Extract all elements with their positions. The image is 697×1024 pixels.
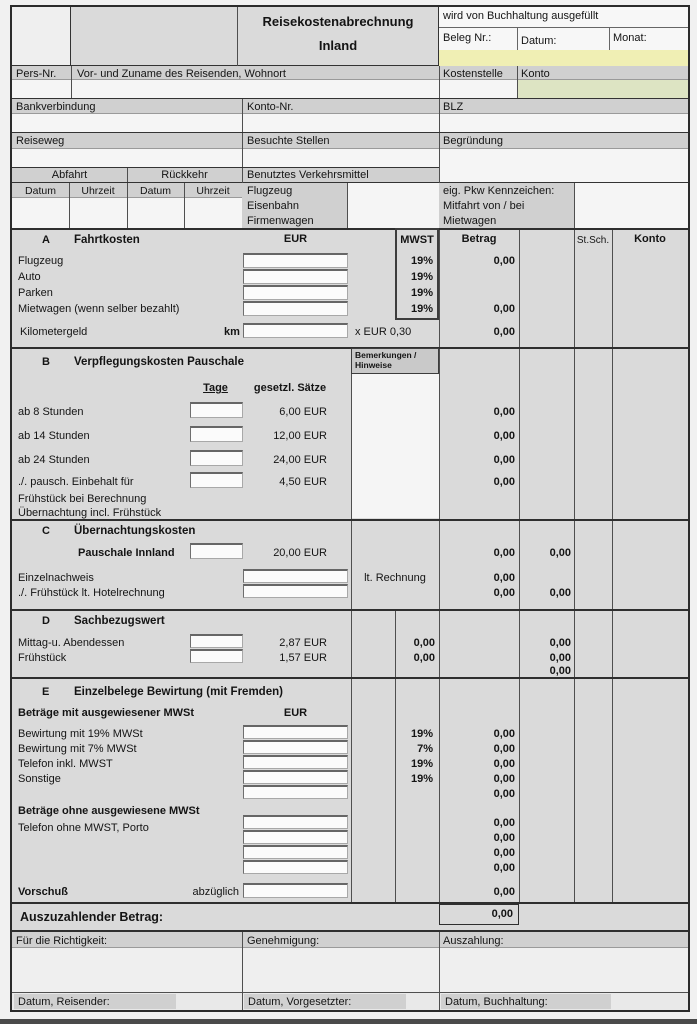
extra-mwst-betrag: 0,00 bbox=[493, 788, 515, 800]
datum-input[interactable] bbox=[517, 50, 609, 66]
fruehstueck-hotel-label: ./. Frühstück lt. Hotelrechnung bbox=[18, 587, 165, 599]
expense-form bbox=[10, 5, 690, 1012]
fruehstueck-input[interactable] bbox=[190, 649, 243, 663]
abzueglich-label: abzüglich bbox=[192, 886, 239, 898]
row-auto-input[interactable] bbox=[243, 269, 348, 284]
bemerkungen-column[interactable] bbox=[352, 349, 439, 518]
row-flugzeug-label: Flugzeug bbox=[18, 255, 64, 267]
rueckkehr-uhrzeit-label: Uhrzeit bbox=[196, 185, 230, 197]
konto-input[interactable] bbox=[517, 80, 688, 98]
telefon-inkl-input[interactable] bbox=[243, 755, 348, 769]
abfahrt-uhrzeit-label: Uhrzeit bbox=[81, 185, 115, 197]
row-ab14-satz: 12,00 EUR bbox=[273, 430, 327, 442]
verkehrsmittel-flugzeug: Flugzeug bbox=[247, 185, 293, 197]
total-label: Auszuzahlender Betrag: bbox=[20, 910, 164, 924]
verkehrsmittel-firmenwagen: Firmenwagen bbox=[247, 215, 314, 227]
vorschuss-label: Vorschuß bbox=[18, 886, 68, 898]
einzelnachweis-input[interactable] bbox=[243, 569, 348, 583]
mittag-abendessen-mwst-val: 0,00 bbox=[413, 637, 435, 649]
section-a-title: Fahrtkosten bbox=[74, 234, 140, 246]
row-parken-label: Parken bbox=[18, 287, 53, 299]
form-title-line2: Inland bbox=[318, 38, 358, 53]
fruehstueck-val2: 0,00 bbox=[549, 652, 571, 664]
ohne-mwst-betrag-3: 0,00 bbox=[493, 847, 515, 859]
reiseweg-label: Reiseweg bbox=[16, 135, 65, 147]
bemerkungen-label-2: Hinweise bbox=[355, 360, 392, 370]
einzelnachweis-label: Einzelnachweis bbox=[18, 572, 94, 584]
sonstige-label: Sonstige bbox=[18, 773, 61, 785]
bewirtung7-mwst: 7% bbox=[417, 743, 433, 755]
telefon-inkl-mwst: 19% bbox=[410, 758, 433, 770]
pauschale-innland-input[interactable] bbox=[190, 543, 243, 559]
eur-subheader: EUR bbox=[283, 707, 308, 719]
verkehrsmittel-label: Benutztes Verkehrsmittel bbox=[247, 169, 369, 181]
name-label: Vor- und Zuname des Reisenden, Wohnort bbox=[77, 68, 286, 80]
row-ab24-satz: 24,00 EUR bbox=[273, 454, 327, 466]
row-flugzeug-input[interactable] bbox=[243, 253, 348, 268]
section-c-title: Übernachtungskosten bbox=[74, 525, 196, 537]
col-stsch-header: St.Sch. bbox=[576, 235, 610, 246]
verkehrsmittel-eisenbahn: Eisenbahn bbox=[247, 200, 299, 212]
mittag-abendessen-val2: 0,00 bbox=[549, 637, 571, 649]
blz-label: BLZ bbox=[443, 101, 464, 113]
kilometergeld-betrag: 0,00 bbox=[493, 326, 515, 338]
rueckkehr-label: Rückkehr bbox=[161, 169, 208, 181]
section-b-note-2: Übernachtung incl. Frühstück bbox=[18, 507, 162, 519]
verkehrsmittel-input[interactable] bbox=[347, 183, 439, 228]
ohne-mwst-input-1[interactable] bbox=[243, 815, 348, 829]
mittag-abendessen-label: Mittag-u. Abendessen bbox=[18, 637, 125, 649]
row-ab8-label: ab 8 Stunden bbox=[18, 406, 84, 418]
vorschuss-betrag: 0,00 bbox=[493, 886, 515, 898]
monat-input[interactable] bbox=[609, 50, 688, 66]
mittag-abendessen-input[interactable] bbox=[190, 634, 243, 648]
mietwagen-label: Mietwagen bbox=[443, 215, 497, 227]
row-flugzeug-betrag: 0,00 bbox=[493, 255, 515, 267]
tage-header: Tage bbox=[203, 382, 228, 394]
pkw-kennzeichen-label: eig. Pkw Kennzeichen: bbox=[443, 185, 555, 197]
sonstige-betrag: 0,00 bbox=[493, 773, 515, 785]
col-eur-header: EUR bbox=[283, 233, 308, 245]
mittag-abendessen-satz: 2,87 EUR bbox=[279, 637, 327, 649]
kilometergeld-input[interactable] bbox=[243, 323, 348, 338]
bewirtung7-betrag: 0,00 bbox=[493, 743, 515, 755]
konto-nr-label: Konto-Nr. bbox=[247, 101, 294, 113]
bewirtung19-input[interactable] bbox=[243, 725, 348, 739]
accounting-note: wird von Buchhaltung ausgefüllt bbox=[443, 10, 599, 22]
km-rate-label: x EUR 0,30 bbox=[355, 326, 412, 338]
richtigkeit-label: Für die Richtigkeit: bbox=[16, 935, 108, 947]
row-mietwagen-label: Mietwagen (wenn selber bezahlt) bbox=[18, 303, 180, 315]
bankverbindung-label: Bankverbindung bbox=[16, 101, 96, 113]
extra-mwst-input[interactable] bbox=[243, 785, 348, 799]
section-d-letter: D bbox=[42, 615, 50, 627]
row-mietwagen-betrag: 0,00 bbox=[493, 303, 515, 315]
fruehstueck-hotel-input[interactable] bbox=[243, 584, 348, 598]
pauschale-val2: 0,00 bbox=[549, 547, 571, 559]
ohne-mwst-betrag-4: 0,00 bbox=[493, 862, 515, 874]
row-ab8-betrag: 0,00 bbox=[493, 406, 515, 418]
besuchte-stellen-input[interactable] bbox=[242, 149, 439, 167]
sonstige-mwst: 19% bbox=[410, 773, 433, 785]
besuchte-stellen-label: Besuchte Stellen bbox=[247, 135, 330, 147]
pkw-input[interactable] bbox=[574, 183, 688, 228]
section-d-extra-val: 0,00 bbox=[549, 665, 571, 677]
name-input[interactable] bbox=[71, 80, 439, 98]
bewirtung19-mwst: 19% bbox=[410, 728, 433, 740]
signature-richtigkeit[interactable] bbox=[12, 948, 242, 992]
beleg-nr-input[interactable] bbox=[439, 50, 517, 66]
ohne-mwst-input-3[interactable] bbox=[243, 845, 348, 859]
row-ab8-satz: 6,00 EUR bbox=[279, 406, 327, 418]
abfahrt-datum-label: Datum bbox=[25, 185, 56, 197]
ohne-mwst-input-4[interactable] bbox=[243, 860, 348, 874]
row-auto-label: Auto bbox=[18, 271, 41, 283]
row-mietwagen-mwst: 19% bbox=[410, 303, 433, 315]
row-parken-input[interactable] bbox=[243, 285, 348, 300]
col-konto-header: Konto bbox=[634, 233, 666, 245]
rueckkehr-uhrzeit-input[interactable] bbox=[184, 198, 242, 228]
row-ab24-betrag: 0,00 bbox=[493, 454, 515, 466]
rueckkehr-datum-label: Datum bbox=[140, 185, 171, 197]
bewirtung7-label: Bewirtung mit 7% MWSt bbox=[18, 743, 137, 755]
ohne-mwst-betrag-2: 0,00 bbox=[493, 832, 515, 844]
row-auto-mwst: 19% bbox=[410, 271, 433, 283]
saetze-header: gesetzl. Sätze bbox=[253, 382, 327, 394]
monat-label: Monat: bbox=[613, 32, 647, 44]
fruehstueck-mwst-val: 0,00 bbox=[413, 652, 435, 664]
section-a-letter: A bbox=[42, 234, 50, 246]
total-value: 0,00 bbox=[491, 908, 513, 920]
mitfahrt-label: Mitfahrt von / bei bbox=[443, 200, 525, 212]
section-e-title: Einzelbelege Bewirtung (mit Fremden) bbox=[74, 686, 283, 698]
begruendung-label: Begründung bbox=[443, 135, 503, 147]
ohne-mwst-subheader: Beträge ohne ausgewiesene MWSt bbox=[18, 805, 200, 817]
pauschale-satz: 20,00 EUR bbox=[273, 547, 327, 559]
kostenstelle-label: Kostenstelle bbox=[443, 68, 503, 80]
section-c-letter: C bbox=[42, 525, 50, 537]
datum-buchhaltung-label: Datum, Buchhaltung: bbox=[445, 996, 548, 1008]
datum-label: Datum: bbox=[521, 35, 557, 47]
fruehstueck-label: Frühstück bbox=[18, 652, 67, 664]
sonstige-input[interactable] bbox=[243, 770, 348, 784]
row-mietwagen-input[interactable] bbox=[243, 301, 348, 316]
row-einbehalt-input[interactable] bbox=[190, 472, 243, 488]
pauschale-innland-label: Pauschale Innland bbox=[78, 547, 175, 559]
pauschale-betrag: 0,00 bbox=[493, 547, 515, 559]
pers-nr-label: Pers-Nr. bbox=[16, 68, 57, 80]
col-mwst-header: MWST bbox=[400, 234, 434, 246]
row-flugzeug-mwst: 19% bbox=[410, 255, 433, 267]
section-b-title: Verpflegungskosten Pauschale bbox=[74, 356, 245, 368]
form-title-line1: Reisekostenabrechnung bbox=[262, 14, 414, 29]
bewirtung19-label: Bewirtung mit 19% MWSt bbox=[18, 728, 143, 740]
telefon-inkl-label: Telefon inkl. MWST bbox=[18, 758, 113, 770]
pers-nr-input[interactable] bbox=[12, 80, 71, 98]
datum-reisender-label: Datum, Reisender: bbox=[18, 996, 110, 1008]
ohne-mwst-betrag-1: 0,00 bbox=[493, 817, 515, 829]
window-bottom-edge bbox=[0, 1019, 697, 1024]
row-einbehalt-betrag: 0,00 bbox=[493, 476, 515, 488]
row-ab14-betrag: 0,00 bbox=[493, 430, 515, 442]
row-ab8-input[interactable] bbox=[190, 402, 243, 418]
km-unit-label: km bbox=[224, 326, 240, 338]
row-einbehalt-label: ./. pausch. Einbehalt für bbox=[18, 476, 134, 488]
blz-input[interactable] bbox=[439, 114, 688, 132]
rueckkehr-datum-input[interactable] bbox=[127, 198, 184, 228]
col-betrag-header: Betrag bbox=[461, 233, 497, 245]
datum-vorgesetzter-label: Datum, Vorgesetzter: bbox=[248, 996, 352, 1008]
bewirtung19-betrag: 0,00 bbox=[493, 728, 515, 740]
telefon-ohne-label: Telefon ohne MWST, Porto bbox=[18, 822, 149, 834]
abfahrt-datum-input[interactable] bbox=[12, 198, 69, 228]
kilometergeld-label: Kilometergeld bbox=[20, 326, 88, 338]
lt-rechnung-label: lt. Rechnung bbox=[364, 572, 426, 584]
bewirtung7-input[interactable] bbox=[243, 740, 348, 754]
section-e-letter: E bbox=[42, 686, 50, 698]
row-ab14-input[interactable] bbox=[190, 426, 243, 442]
konto-nr-input[interactable] bbox=[242, 114, 439, 132]
row-ab14-label: ab 14 Stunden bbox=[18, 430, 90, 442]
begruendung-input[interactable] bbox=[439, 149, 688, 182]
kostenstelle-input[interactable] bbox=[439, 80, 517, 98]
fruehstueck-hotel-val2: 0,00 bbox=[549, 587, 571, 599]
row-einbehalt-satz: 4,50 EUR bbox=[279, 476, 327, 488]
mit-mwst-subheader: Beträge mit ausgewiesener MWSt bbox=[18, 707, 195, 719]
ohne-mwst-input-2[interactable] bbox=[243, 830, 348, 844]
corner-box bbox=[12, 7, 71, 66]
konto-label: Konto bbox=[521, 68, 550, 80]
abfahrt-uhrzeit-input[interactable] bbox=[69, 198, 127, 228]
row-ab24-label: ab 24 Stunden bbox=[18, 454, 90, 466]
vorschuss-input[interactable] bbox=[243, 883, 348, 898]
signature-auszahlung[interactable] bbox=[439, 948, 688, 992]
genehmigung-label: Genehmigung: bbox=[247, 935, 320, 947]
section-b-note-1: Frühstück bei Berechnung bbox=[18, 493, 147, 505]
signature-genehmigung[interactable] bbox=[242, 948, 439, 992]
beleg-nr-label: Beleg Nr.: bbox=[443, 32, 492, 44]
section-d-title: Sachbezugswert bbox=[74, 615, 165, 627]
einzelnachweis-betrag: 0,00 bbox=[493, 572, 515, 584]
section-b-letter: B bbox=[42, 356, 50, 368]
bankverbindung-input[interactable] bbox=[12, 114, 242, 132]
auszahlung-label: Auszahlung: bbox=[443, 935, 504, 947]
fruehstueck-satz: 1,57 EUR bbox=[279, 652, 327, 664]
reiseweg-input[interactable] bbox=[12, 149, 242, 167]
telefon-inkl-betrag: 0,00 bbox=[493, 758, 515, 770]
bemerkungen-label-1: Bemerkungen / bbox=[355, 350, 417, 360]
row-parken-mwst: 19% bbox=[410, 287, 433, 299]
fruehstueck-hotel-betrag: 0,00 bbox=[493, 587, 515, 599]
abfahrt-label: Abfahrt bbox=[51, 169, 88, 181]
row-ab24-input[interactable] bbox=[190, 450, 243, 466]
